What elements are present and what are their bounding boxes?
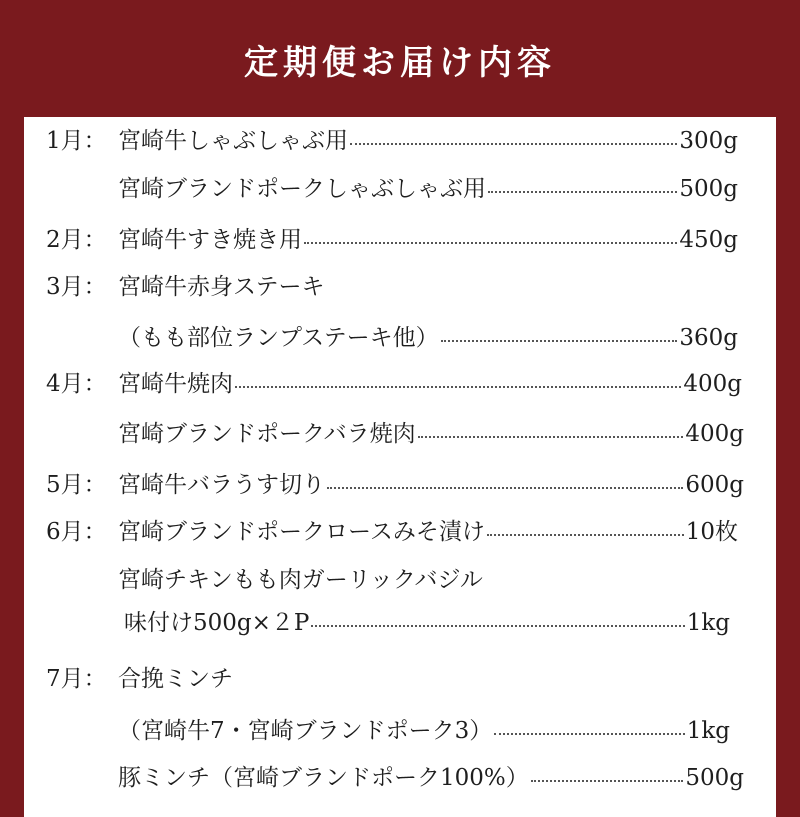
month-label: 2月： <box>46 227 107 253</box>
product-name: 宮崎牛すき焼き用 <box>118 227 302 253</box>
product-name: （宮崎牛7・宮崎ブランドポーク3） <box>118 718 493 744</box>
dot-leader <box>311 625 684 627</box>
list-item <box>24 760 776 796</box>
product-name: 豚ミンチ（宮崎ブランドポーク100%） <box>118 765 529 791</box>
product-amount: 450g <box>679 227 738 253</box>
list-item <box>24 171 776 207</box>
list-item <box>24 123 776 159</box>
list-item <box>24 416 776 452</box>
product-amount: 400g <box>685 421 744 447</box>
dot-leader <box>494 733 684 735</box>
list-item <box>24 713 776 749</box>
product-amount: 300g <box>679 128 738 154</box>
dot-leader <box>304 242 677 244</box>
list-item <box>24 320 776 356</box>
list-item <box>24 661 776 697</box>
product-name: 宮崎ブランドポークしゃぶしゃぶ用 <box>118 176 486 202</box>
product-amount: 360g <box>679 325 738 351</box>
list-item <box>24 562 776 598</box>
list-item <box>24 514 776 550</box>
month-label: 6月： <box>46 519 107 545</box>
dot-leader <box>350 143 677 145</box>
product-amount: 1kg <box>686 610 730 636</box>
dot-leader <box>488 191 677 193</box>
product-name: 宮崎牛バラうす切り <box>118 472 325 498</box>
product-name: 宮崎チキンもも肉ガーリックバジル <box>118 567 483 593</box>
product-amount: 1kg <box>686 718 730 744</box>
list-item <box>24 467 776 503</box>
list-item <box>24 269 776 305</box>
month-label: 1月： <box>46 128 107 154</box>
product-name: 合挽ミンチ <box>118 666 233 692</box>
dot-leader <box>235 386 681 388</box>
page-title: 定期便お届け内容 <box>244 42 556 83</box>
delivery-list <box>24 117 776 817</box>
dot-leader <box>441 340 678 342</box>
product-amount: 500g <box>685 765 744 791</box>
product-name: 宮崎牛しゃぶしゃぶ用 <box>118 128 348 154</box>
product-name: 宮崎牛赤身ステーキ <box>118 274 325 300</box>
list-item <box>24 222 776 258</box>
list-item <box>24 605 776 641</box>
product-name: 宮崎ブランドポークロースみそ漬け <box>118 519 485 545</box>
dot-leader <box>418 436 684 438</box>
dot-leader <box>487 534 684 536</box>
product-amount: 500g <box>679 176 738 202</box>
product-name: （もも部位ランプステーキ他） <box>118 325 439 351</box>
product-amount: 10枚 <box>685 519 738 545</box>
product-name: 宮崎ブランドポークバラ焼肉 <box>118 421 416 447</box>
product-amount: 400g <box>683 371 742 397</box>
product-name: 宮崎牛焼肉 <box>118 371 233 397</box>
list-item <box>24 366 776 402</box>
month-label: 7月： <box>46 666 107 692</box>
month-label: 4月： <box>46 371 107 397</box>
dot-leader <box>327 487 683 489</box>
month-label: 5月： <box>46 472 107 498</box>
dot-leader <box>531 780 684 782</box>
product-amount: 600g <box>685 472 744 498</box>
month-label: 3月： <box>46 274 107 300</box>
product-name: 味付け500g×２P <box>124 610 310 636</box>
